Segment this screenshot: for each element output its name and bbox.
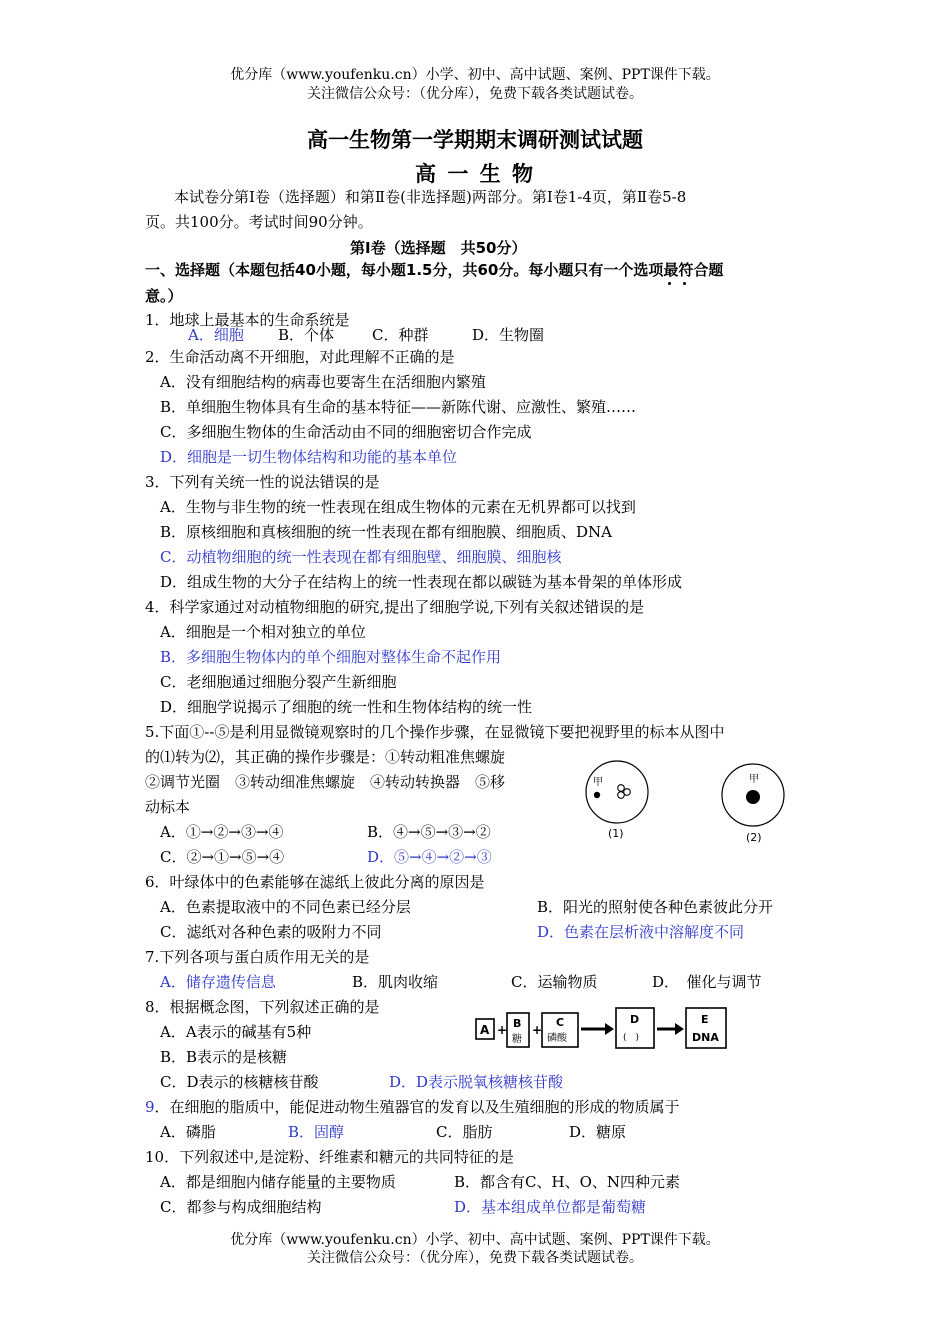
q6-option-c: C．滤纸对各种色素的吸附力不同 <box>160 923 382 941</box>
q9-option-a: A．磷脂 <box>160 1123 216 1141</box>
q10-option-a: A．都是细胞内储存能量的主要物质 <box>160 1173 396 1191</box>
q10-stem: 10．下列叙述中,是淀粉、纤维素和糖元的共同特征的是 <box>145 1148 514 1166</box>
q7-option-c: C．运输物质 <box>511 973 598 991</box>
intro-line-2: 页。共100分。考试时间90分钟。 <box>145 213 373 231</box>
q2-stem: 2．生命活动离不开细胞，对此理解不正确的是 <box>145 348 455 366</box>
q8-option-c: C．D表示的核糖核苷酸 <box>160 1073 319 1091</box>
field-circle-1 <box>586 761 648 823</box>
q9-stem <box>145 1096 680 1118</box>
q3-option-d: D．组成生物的大分子在结构上的统一性表现在都以碳链为基本骨架的单体形成 <box>160 573 683 591</box>
footer-line-2: 关注微信公众号：（优分库），免费下载各类试题试卷。 <box>307 1250 643 1266</box>
field-1-cell-ring <box>618 785 625 792</box>
q2-option-b: B．单细胞生物体具有生命的基本特征——新陈代谢、应激性、繁殖…… <box>160 398 637 416</box>
emphasis-dot <box>668 282 671 285</box>
microscope-field-figure <box>570 755 795 850</box>
header-line-2: 关注微信公众号：（优分库），免费下载各类试题试卷。 <box>307 86 643 102</box>
concept-diagram <box>474 1005 730 1053</box>
diagram-box-c-sub: 磷酸 <box>547 1033 567 1044</box>
q5-option-a: A．①→②→③→④ <box>160 823 284 841</box>
q3-option-a: A．生物与非生物的统一性表现在组成生物体的元素在无机界都可以找到 <box>160 498 636 516</box>
diagram-box-d-sub: ( ) <box>623 1033 640 1043</box>
q6-option-d: D．色素在层析液中溶解度不同 <box>537 923 745 941</box>
q1-option-c: C．种群 <box>372 326 429 344</box>
q9-option-c: C．脂肪 <box>436 1123 493 1141</box>
q7-option-a: A．储存遗传信息 <box>160 973 276 991</box>
diagram-arrowhead-2 <box>675 1023 684 1035</box>
q5-stem-line-2: 的⑴转为⑵，其正确的操作步骤是：①转动粗准焦螺旋 <box>145 748 506 766</box>
q8-stem: 8．根据概念图，下列叙述正确的是 <box>145 998 380 1016</box>
q7-option-b: B．肌肉收缩 <box>352 973 439 991</box>
diagram-box-c-label: C <box>556 1016 565 1029</box>
q1-stem: 1．地球上最基本的生命系统是 <box>145 311 350 329</box>
q1-option-a: A．细胞 <box>188 326 244 344</box>
q4-option-c: C．老细胞通过细胞分裂产生新细胞 <box>160 673 397 691</box>
q10-option-d: D．基本组成单位都是葡萄糖 <box>454 1198 647 1216</box>
q8-option-d: D．D表示脱氧核糖核苷酸 <box>389 1073 564 1091</box>
q10-option-b: B．都含有C、H、O、N四种元素 <box>454 1173 681 1191</box>
footer-line-1: 优分库（www.youfenku.cn）小学、初中、高中试题、案例、PPT课件下载。 <box>230 1232 720 1248</box>
diagram-box-d-label: D <box>630 1013 640 1026</box>
q5-stem-line-1: 5.下面①--⑤是利用显微镜观察时的几个操作步骤，在显微镜下要把视野里的标本从图中 <box>145 723 725 741</box>
field-1-cell-ring <box>618 792 625 799</box>
q4-option-a: A．细胞是一个相对独立的单位 <box>160 623 366 641</box>
q4-option-b: B．多细胞生物体内的单个细胞对整体生命不起作用 <box>160 648 502 666</box>
q2-option-d: D．细胞是一切生物体结构和功能的基本单位 <box>160 448 458 466</box>
q1-option-b: B．个体 <box>278 326 335 344</box>
diagram-box-b-label: B <box>513 1017 522 1030</box>
diagram-box-a-label: A <box>480 1023 490 1037</box>
q3-option-c: C．动植物细胞的统一性表现在都有细胞壁、细胞膜、细胞核 <box>160 548 562 566</box>
field-2-cell-dot <box>746 790 760 804</box>
q8-option-a: A．A表示的碱基有5种 <box>160 1023 312 1041</box>
header-line-1: 优分库（www.youfenku.cn）小学、初中、高中试题、案例、PPT课件下载。 <box>230 67 720 83</box>
q6-stem: 6．叶绿体中的色素能够在滤纸上彼此分离的原因是 <box>145 873 485 891</box>
q5-option-d: D．⑤→④→②→③ <box>367 848 492 866</box>
q4-option-d: D．细胞学说揭示了细胞的统一性和生物体结构的统一性 <box>160 698 533 716</box>
q2-option-c: C．多细胞生物体的生命活动由不同的细胞密切合作完成 <box>160 423 532 441</box>
q4-stem: 4．科学家通过对动植物细胞的研究,提出了细胞学说,下列有关叙述错误的是 <box>145 598 645 616</box>
diagram-plus-2: + <box>532 1023 543 1037</box>
q9-number: 9 <box>145 1098 155 1116</box>
q8-option-b: B．B表示的是核糖 <box>160 1048 288 1066</box>
field-1-caption: (1) <box>608 827 624 840</box>
field-1-cell-dot <box>594 792 600 798</box>
q9-stem-text: ．在细胞的脂质中，能促进动物生殖器官的发育以及生殖细胞的形成的物质属于 <box>154 1098 680 1116</box>
exam-subtitle: 高 一 生 物 <box>415 162 535 186</box>
q2-option-a: A．没有细胞结构的病毒也要寄生在活细胞内繁殖 <box>160 373 486 391</box>
section-1-heading-cont: 意。） <box>145 287 183 305</box>
diagram-arrowhead-1 <box>605 1023 614 1035</box>
q5-stem-line-3: ②调节光圈 ③转动细准焦螺旋 ④转动转换器 ⑤移 <box>145 773 506 791</box>
q9-option-d: D．糖原 <box>569 1123 627 1141</box>
q5-option-b: B．④→⑤→③→② <box>367 823 491 841</box>
field-2-caption: (2) <box>746 831 762 844</box>
q9-option-b: B．固醇 <box>288 1123 345 1141</box>
part-1-title: 第Ⅰ卷（选择题 共50分） <box>350 239 527 257</box>
diagram-box-e-label: E <box>701 1013 709 1026</box>
q5-option-c: C．②→①→⑤→④ <box>160 848 285 866</box>
q3-stem: 3．下列有关统一性的说法错误的是 <box>145 473 380 491</box>
q5-stem-line-4: 动标本 <box>145 798 191 816</box>
diagram-box-b-sub: 糖 <box>512 1034 522 1045</box>
q7-option-d: D． 催化与调节 <box>652 973 762 991</box>
q6-option-b: B．阳光的照射使各种色素彼此分开 <box>537 898 774 916</box>
field-1-label-jia: 甲 <box>593 777 603 788</box>
exam-title: 高一生物第一学期期末调研测试试题 <box>307 128 643 152</box>
q10-option-c: C．都参与构成细胞结构 <box>160 1198 322 1216</box>
q3-option-b: B．原核细胞和真核细胞的统一性表现在都有细胞膜、细胞质、DNA <box>160 523 613 541</box>
intro-line-1: 本试卷分第Ⅰ卷（选择题）和第Ⅱ卷(非选择题)两部分。第Ⅰ卷1-4页，第Ⅱ卷5-8 <box>174 188 687 206</box>
q7-stem: 7.下列各项与蛋白质作用无关的是 <box>145 948 370 966</box>
diagram-plus-1: + <box>497 1023 508 1037</box>
q6-option-a: A．色素提取液中的不同色素已经分层 <box>160 898 411 916</box>
section-1-heading: 一、选择题（本题包括40小题，每小题1.5分，共60分。每小题只有一个选项最符合题 <box>145 261 724 279</box>
emphasis-dot <box>683 282 686 285</box>
diagram-box-e-sub: DNA <box>692 1031 719 1044</box>
q1-option-d: D．生物圈 <box>472 326 545 344</box>
field-2-label-jia: 甲 <box>749 774 759 785</box>
